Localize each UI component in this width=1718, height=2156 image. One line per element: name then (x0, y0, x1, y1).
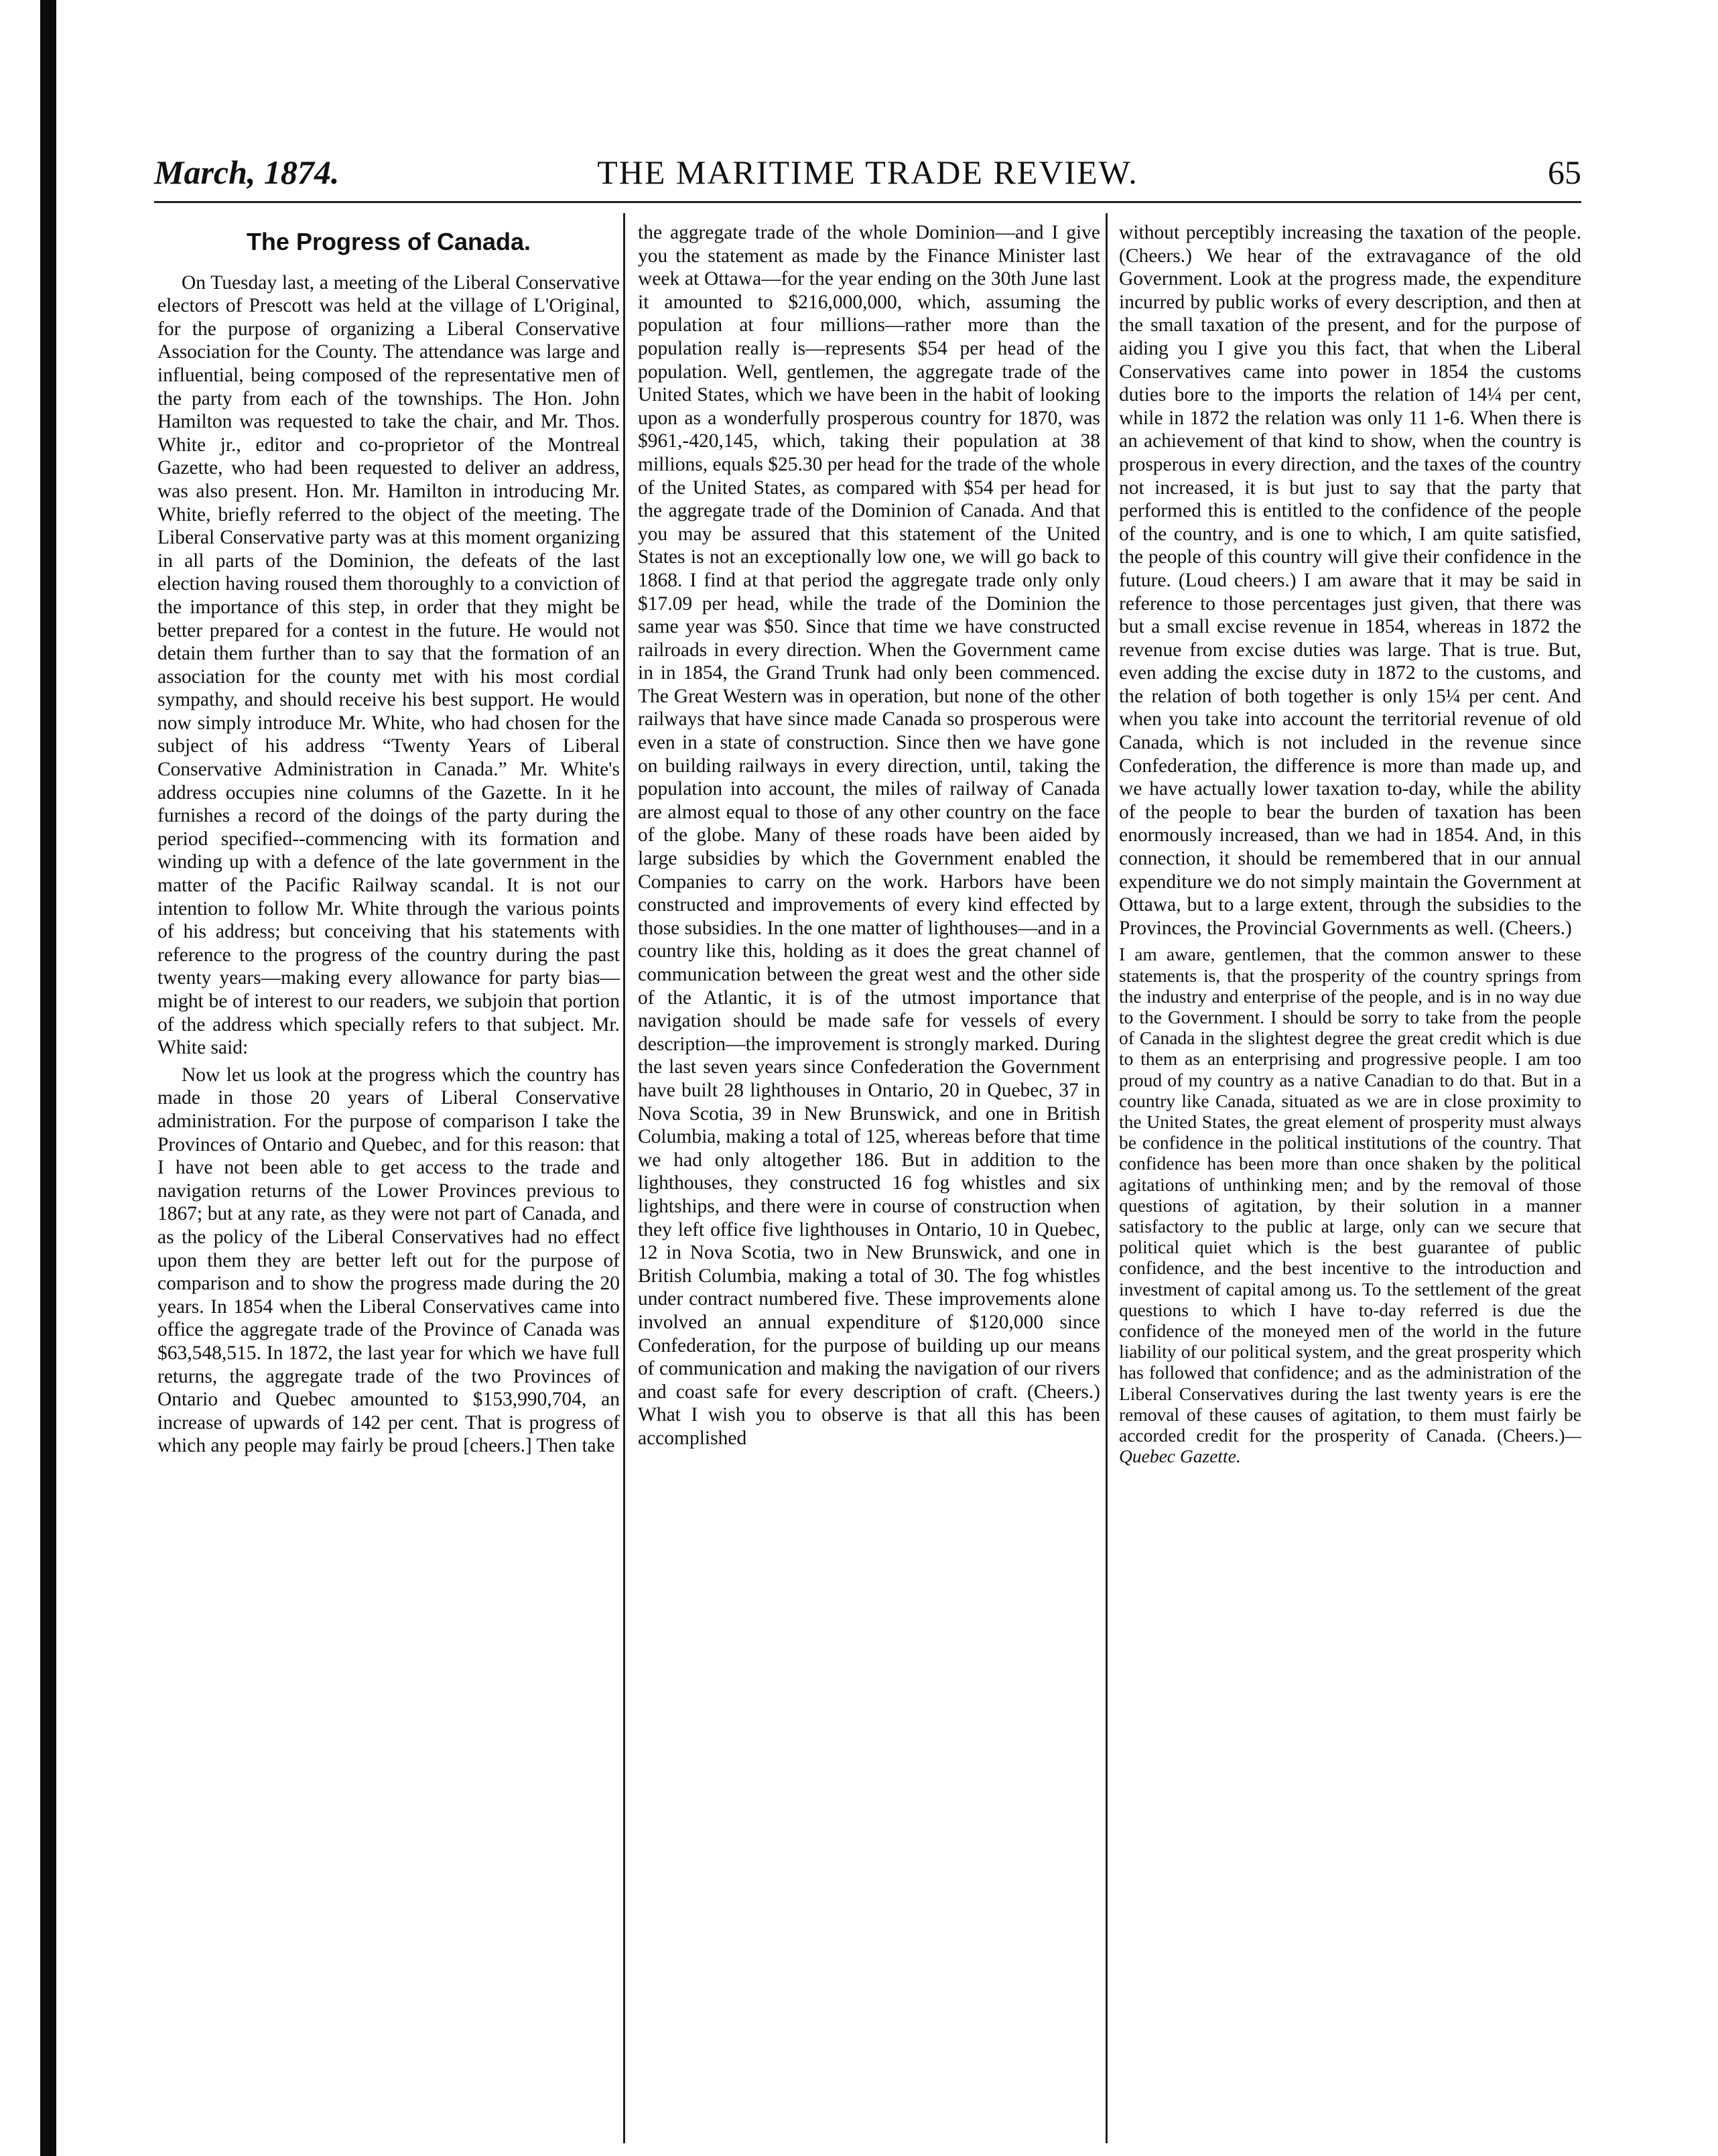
page-header (154, 153, 1581, 206)
article-source: —Quebec Gazette. (1119, 1425, 1581, 1467)
column-rule (1106, 213, 1108, 2143)
page-number: 65 (1548, 153, 1581, 191)
article-column-1 (157, 221, 620, 1462)
article-title: The Progress of Canada. (246, 228, 531, 255)
article-continuation (1119, 944, 1581, 1466)
header-rule (154, 201, 1581, 203)
publication-title: THE MARITIME TRADE REVIEW. (597, 153, 1138, 191)
binding-edge (40, 0, 56, 2156)
article-paragraph: the aggregate trade of the whole Dominion—and I give you the statement as made by the Finance Minister last week at Ottawa—for the year ending on the 30th June last it amounted to $216,000,000, which, assuming the population at four millions—rather more than the population really is—represents $54 per head of the population. Well, gentlemen, the aggregate trade of the United States, which we have been in the habit of looking upon as a wonderfully prosperous country for 1870, was $961,-420,145, which, taking their population at 38 millions, equals $25.30 per head for the trade of the whole of the United States, as compared with $54 per head for the aggregate trade of the Dominion of Canada. And that you may be assured that this statement of the United States is not an exceptionally low one, we will go back to 1868. I find at that period the aggregate trade only only $17.09 per head, while the trade of the Dominion the same year was $50. Since that time we have constructed railroads in every direction. When the Government came in in 1854, the Grand Trunk had only been commenced. The Great Western was in operation, but none of the other railways that have since made Canada so prosperous were even in a state of construction. Since then we have gone on building railways in every direction, until, taking the population into account, the miles of railway of Canada are almost equal to those of any other country on the face of the globe. Many of these roads have been aided by large subsidies by which the Government enabled the Companies to carry on the work. Harbors have been constructed and improvements of every kind effected by those subsidies. In the one matter of lighthouses—and in a country like this, holding as it does the great channel of communication between the great west and the other side of the Atlantic, it is of the utmost importance that navigation should be made safe for vessels of every description—the improvement is strongly marked. During the last seven years since Confederation the Government have built 28 lighthouses in Ontario, 20 in Quebec, 37 in Nova Scotia, 39 in New Brunswick, and one in British Columbia, making a total of 125, whereas before that time we had only altogether 186. But in addition to the lighthouses, they constructed 16 fog whistles and six lightships, and there were in course of construction when they left office five lighthouses in Ontario, 10 in Quebec, 12 in Nova Scotia, two in New Brunswick, and one in British Columbia, making a total of 30. The fog whistles under contract numbered five. These improvements alone involved an annual expenditure of $120,000 since Confederation, for the purpose of building up our means of communication and making the navigation of our rivers and coast safe for every description of craft. (Cheers.) What I wish you to observe is that all this has been accomplished (638, 222, 1100, 1449)
article-paragraph-text: I am aware, gentlemen, that the common answer to these statements is, that the prosperity of the country springs from the industry and enterprise of the people, and is in no way due to the Government. I should be sorry to take from the people of Canada in the slightest degree the great credit which is due to them as an enterprising and progressive people. I am too proud of my country as a native Canadian to do that. But in a country like Canada, situated as we are in close proximity to the United States, the great element of prosperity must always be confidence in the political institutions of the country. That confidence has been more than once shaken by the political agitations of unthinking men; and by the removal of those questions of agitation, by their solution in a manner satisfactory to the public at large, only can we secure that political quiet which is the best guarantee of public confidence, and the best incentive to the introduction and investment of capital among us. To the settlement of the great questions to which I have to-day referred is due the confidence of the moneyed men of the world in the future liability of our political system, and the great prosperity which has followed that confidence; and as the administration of the Liberal Conservatives during the last twenty years is ere the removal of these causes of agitation, to them must fairly be accorded credit for the prosperity of Canada. (Cheers.) (1119, 944, 1581, 1446)
article-paragraph (1119, 944, 1581, 1466)
article-column-2 (638, 221, 1100, 1454)
column-rule (623, 213, 625, 2143)
issue-date: March, 1874. (154, 153, 340, 191)
article-paragraph: Now let us look at the progress which the country has made in those 20 years of Liberal Conservative administration. For the purpose of comparison I take the Provinces of Ontario and Quebec, and for this reason: that I have not been able to get access to the trade and navigation returns of the Lower Provinces previous to 1867; but at any rate, as they were not part of Canada, and as the policy of the Liberal Conservatives had no effect upon them they are better left out for the purpose of comparison and to show the progress made during the 20 years. In 1854 when the Liberal Conservatives came into office the aggregate trade of the Province of Canada was $63,548,515. In 1872, the last year for which we have full returns, the aggregate trade of the two Provinces of Ontario and Quebec amounted to $153,990,704, an increase of upwards of 142 per cent. That is progress of which any people may fairly be proud [cheers.] Then take (157, 1064, 620, 1457)
article-column-3 (1119, 221, 1581, 1470)
article-paragraph: On Tuesday last, a meeting of the Liberal Conservative electors of Prescott was held at the village of L'Original, for the purpose of organizing a Liberal Conservative Association for the County. The attendance was large and influential, being composed of the representative men of the party from each of the townships. The Hon. John Hamilton was requested to take the chair, and Mr. Thos. White jr., editor and co-proprietor of the Montreal Gazette, who had been requested to deliver an address, was also present. Hon. Mr. Hamilton in introducing Mr. White, briefly referred to the object of the meeting. The Liberal Conservative party was at this moment organizing in all parts of the Dominion, the defeats of the last election having roused them thoroughly to a conviction of the importance of this step, in order that they might be better prepared for a contest in the future. He would not detain them further than to say that the formation of an association for the county met with his most cordial sympathy, and should receive his best support. He would now simply introduce Mr. White, who had chosen for the subject of his address “Twenty Years of Liberal Conservative Administration in Canada.” Mr. White's address occupies nine columns of the Gazette. In it he furnishes a record of the doings of the party during the period specified--commencing with its formation and winding up with a defence of the late government in the matter of the Pacific Railway scandal. It is not our intention to follow Mr. White through the various points of his address; but conceiving that his statements with reference to the progress of the country during the past twenty years—making every allowance for party bias—might be of interest to our readers, we subjoin that portion of the address which specially refers to that subject. Mr. White said: (157, 271, 620, 1059)
article-paragraph: without perceptibly increasing the taxation of the people. (Cheers.) We hear of the extravagance of the old Government. Look at the progress made, the expenditure incurred by public works of every description, and then at the small taxation of the present, and for the purpose of aiding you I give you this fact, that when the Liberal Conservatives came into power in 1854 the customs duties bore to the imports the relation of 14¼ per cent, while in 1872 the relation was only 11 1-6. When there is an achievement of that kind to show, when the country is prosperous in every direction, and the taxes of the country not increased, it is but just to say that the party that performed this is entitled to the confidence of the people of the country, and is one to which, I am quite satisfied, the people of this country will give their confidence in the future. (Loud cheers.) I am aware that it may be said in reference to those percentages just given, that there was but a small excise revenue in 1854, whereas in 1872 the revenue from excise duties was large. That is true. But, even adding the excise duty in 1872 to the customs, and the relation of both together is only 15¼ per cent. And when you take into account the territorial revenue of old Canada, which is not included in the revenue since Confederation, the difference is more than made up, and we have actually lower taxation to-day, while the ability of the people to bear the burden of taxation has been enormously increased, than we had in 1854. And, in this connection, it should be remembered that in our annual expenditure we do not simply maintain the Government at Ottawa, but to a large extent, through the subsidies to the Provinces, the Provincial Governments as well. (Cheers.) (1119, 222, 1581, 939)
